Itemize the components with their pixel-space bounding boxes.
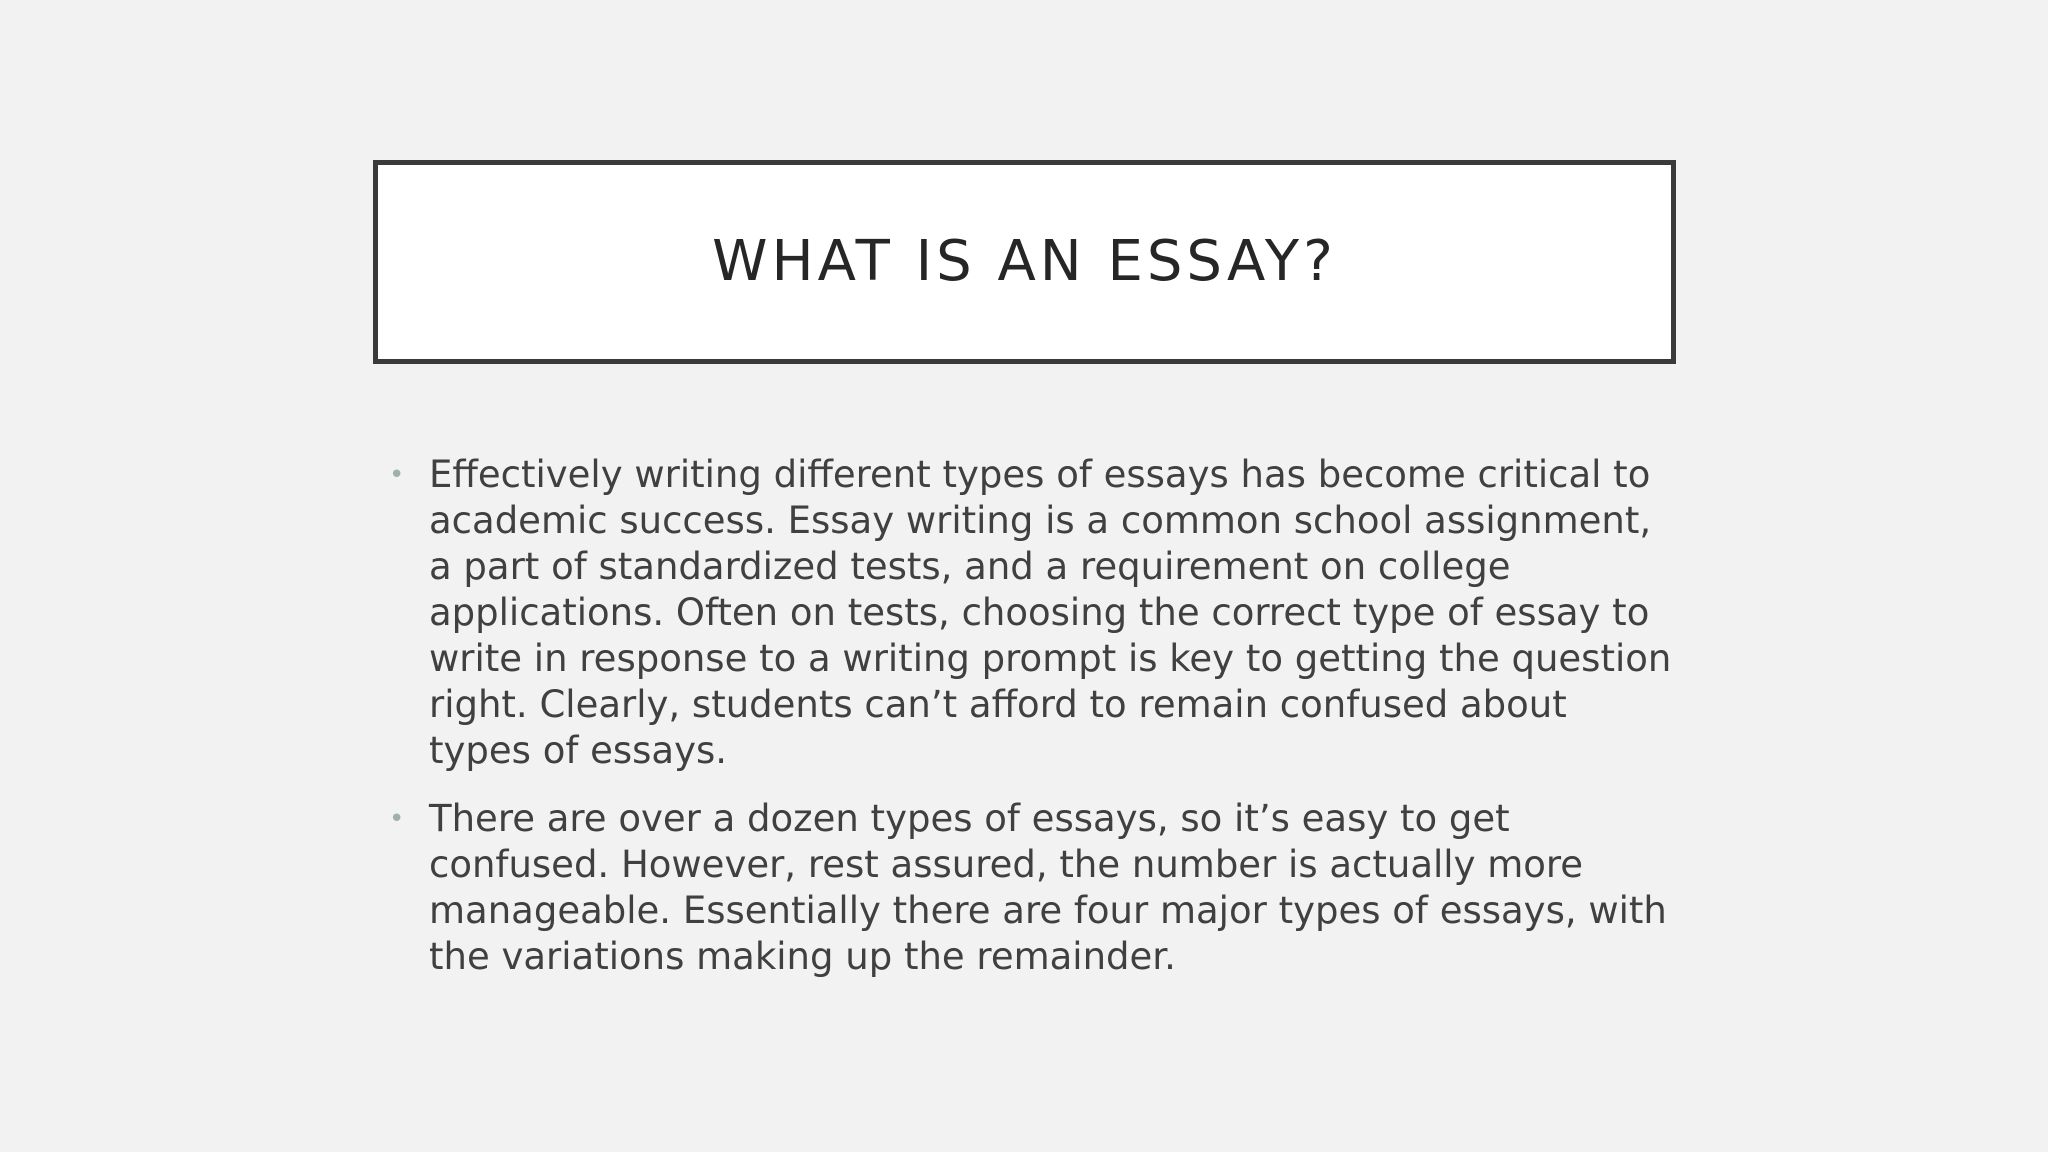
bullet-dot-icon: • (389, 804, 405, 834)
bullet-item (385, 452, 1675, 774)
bullet-list (385, 452, 1675, 980)
body-content (385, 452, 1675, 1012)
title-box (373, 160, 1676, 364)
bullet-dot-icon: • (389, 460, 405, 490)
bullet-item (385, 796, 1675, 980)
bullet-text: Effectively writing different types of essays has become critical to academic success. Essay writing is a common school assignment, a part of standardized tests, and a requirement on college applications. Often on tests, choosing the correct type of essay to write in response to a writing prompt is key to getting the question right. Clearly, students can’t afford to remain confused about types of essays. (429, 453, 1672, 772)
slide-title: WHAT IS AN ESSAY? (712, 229, 1337, 294)
bullet-text: There are over a dozen types of essays, so it’s easy to get confused. However, rest assured, the number is actually more manageable. Essentially there are four major types of essays, with the variations making up the remainder. (429, 797, 1667, 978)
